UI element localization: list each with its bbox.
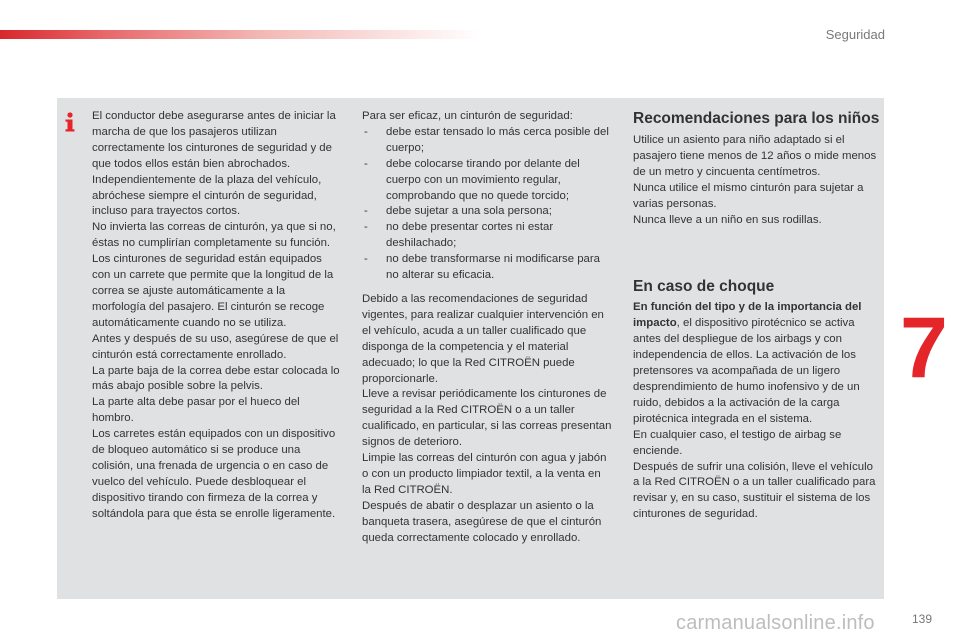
paragraph: En cualquier caso, el testigo de airbag se enciende. bbox=[633, 428, 842, 457]
requirements-list bbox=[362, 125, 612, 284]
page-number: 139 bbox=[912, 612, 933, 626]
paragraph: Después de abatir o desplazar un asiento o la banqueta trasera, asegúrese de que el cinturón queda correctamente colocado y enrollado. bbox=[362, 499, 602, 544]
paragraph: Independientemente de la plaza del vehículo, abróchese siempre el cinturón de seguridad, incluso para trayectos cortos. bbox=[92, 173, 322, 218]
crash-bold-lead: En función del tipo y de la importancia del impacto bbox=[633, 301, 862, 330]
paragraph: Los carretes están equipados con un dispositivo de bloqueo automático si se produce una colisión, una frenada de urgencia o en caso de vuelco del vehículo. Puede desbloquear el dispositivo tirando con firmeza de la correa y soltándola para que ésta se enrolle ligeramente. bbox=[92, 428, 336, 520]
list-item: - debe estar tensado lo más cerca posible del cuerpo; bbox=[362, 125, 612, 157]
paragraph: La parte baja de la correa debe estar colocada lo más abajo posible sobre la pelvis. bbox=[92, 364, 340, 393]
paragraph: El conductor debe asegurarse antes de iniciar la marcha de que los pasajeros utilizan correctamente los cinturones de seguridad y de que todos ellos están bien abrochados. bbox=[92, 110, 336, 170]
column-general-info bbox=[92, 109, 342, 523]
paragraph: Los cinturones de seguridad están equipados con un carrete que permite que la longitud de la correa se ajuste automáticamente a la morfología del pasajero. El cinturón se recoge automáticamente cuando no se utiliza. bbox=[92, 253, 334, 329]
paragraph: Debido a las recomendaciones de seguridad vigentes, para realizar cualquier intervención en el vehículo, acuda a un taller cualificado que disponga de la competencia y el material adecuado; lo que la Red CITROËN puede proporcionarle. bbox=[362, 292, 604, 385]
paragraph: Lleve a revisar periódicamente los cinturones de seguridad a la Red CITROËN o a un taller cualificado, en particular, si las correas presentan signos de deterioro. bbox=[362, 388, 612, 449]
crash-text: , el dispositivo pirotécnico se activa antes del despliegue de los airbags y con independencia de ellos. La activación de los pretensores va acompañada de un ligero desprendimiento de humo inofensivo y de un ruido, debidos a la activación de la carga pirotécnica integrada en el sistema. bbox=[633, 317, 860, 425]
paragraph: Antes y después de su uso, asegúrese de que el cinturón está correctamente enrollado. bbox=[92, 332, 339, 361]
paragraph: La parte alta debe pasar por el hueco del hombro. bbox=[92, 396, 300, 425]
paragraph: Nunca lleve a un niño en sus rodillas. bbox=[633, 213, 822, 226]
paragraph: Utilice un asiento para niño adaptado si el pasajero tiene menos de 12 años o mide menos de un metro y cincuenta centímetros. bbox=[633, 134, 877, 178]
list-item: - debe colocarse tirando por delante del cuerpo con un movimiento regular, comprobando que no quede torcido; bbox=[362, 157, 612, 205]
list-item: - no debe presentar cortes ni estar deshilachado; bbox=[362, 220, 612, 252]
section-title: Seguridad bbox=[825, 27, 885, 42]
header-accent-bar bbox=[0, 30, 480, 39]
watermark: carmanualsonline.info bbox=[676, 612, 875, 634]
paragraph: Después de sufrir una colisión, lleve el vehículo a la Red CITROËN o a un taller cualificado para revisar y, en su caso, sustituir el sistema de los cinturones de seguridad. bbox=[633, 460, 876, 521]
children-heading: Recomendaciones para los niños bbox=[633, 110, 880, 127]
paragraph: No invierta las correas de cinturón, ya que si no, éstas no cumplirían completamente su función. bbox=[92, 221, 336, 250]
crash-heading: En caso de choque bbox=[633, 278, 775, 296]
column-children-crash bbox=[633, 110, 881, 523]
list-item: - debe sujetar a una sola persona; bbox=[362, 204, 612, 220]
chapter-number: 7 bbox=[900, 300, 948, 396]
column-effectiveness bbox=[362, 109, 612, 546]
list-item: - no debe transformarse ni modificarse para no alterar su eficacia. bbox=[362, 252, 612, 284]
paragraph: Nunca utilice el mismo cinturón para sujetar a varias personas. bbox=[633, 181, 864, 210]
paragraph: Limpie las correas del cinturón con agua y jabón o con un producto limpiador textil, a la venta en la Red CITROËN. bbox=[362, 452, 607, 496]
info-icon bbox=[62, 112, 78, 132]
crash-paragraph bbox=[633, 300, 881, 427]
list-intro: Para ser eficaz, un cinturón de seguridad: bbox=[362, 110, 573, 122]
